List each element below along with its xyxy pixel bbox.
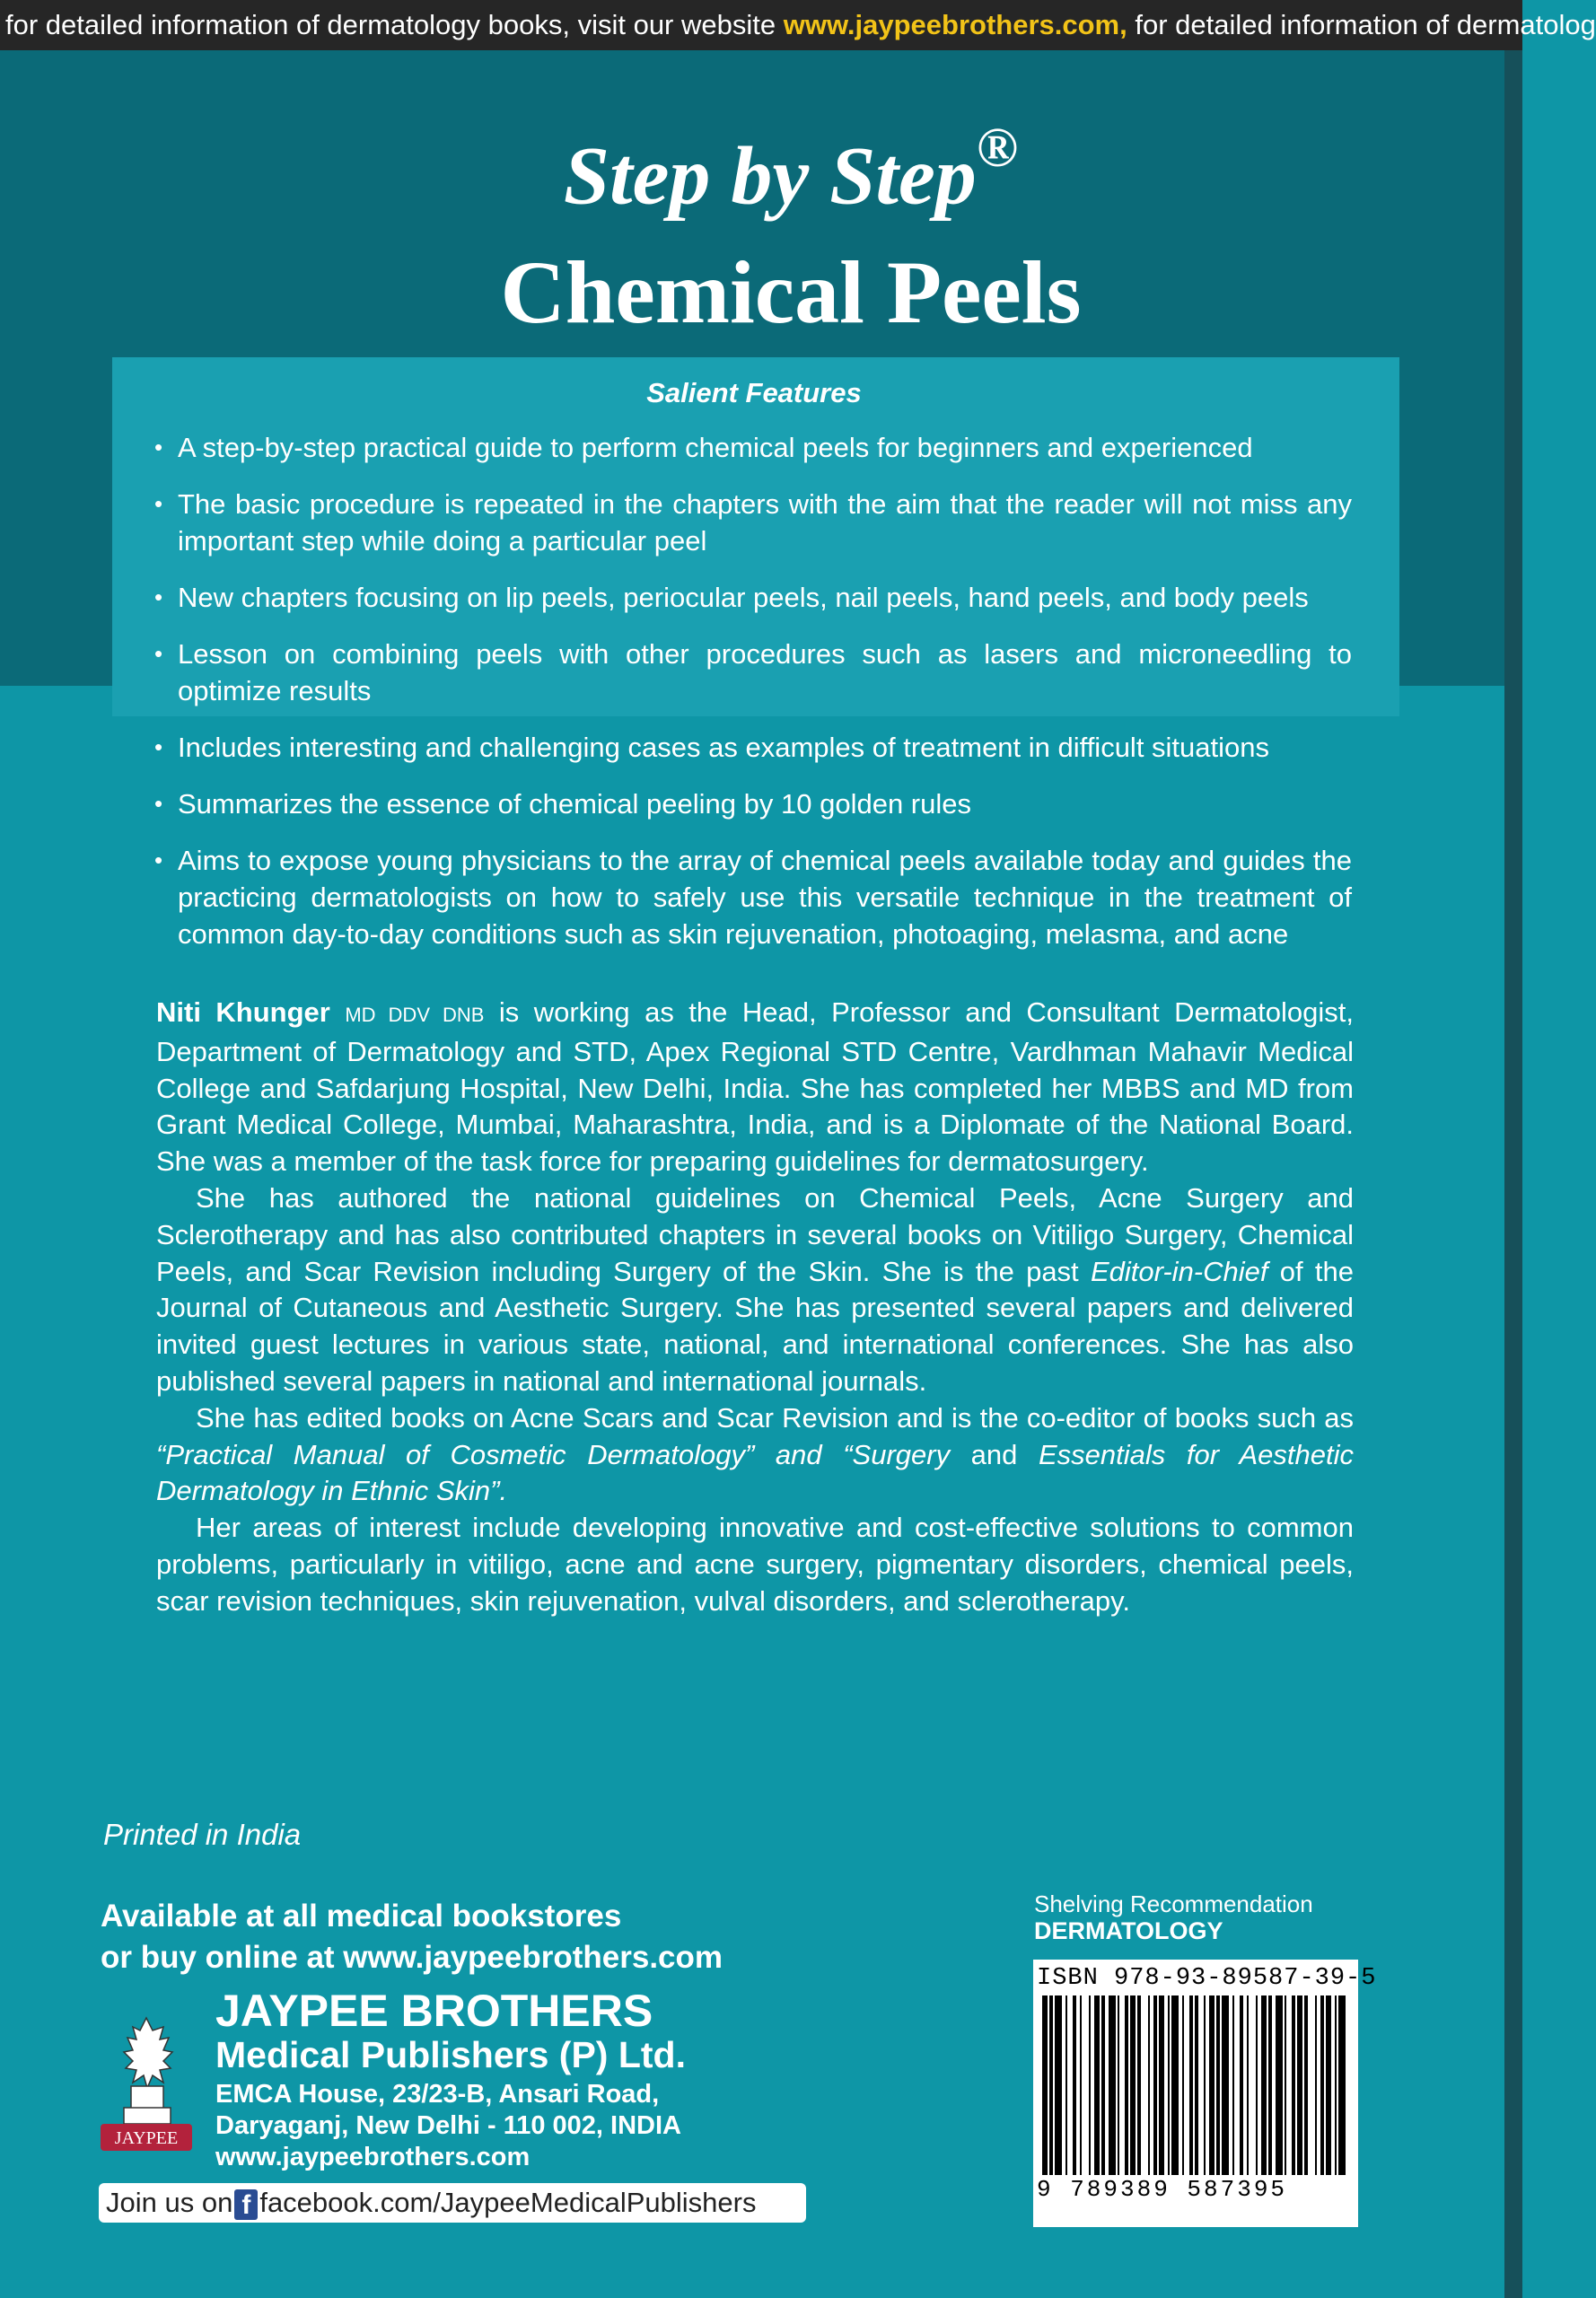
features-list: [154, 429, 1352, 972]
barcode-bar: [1276, 1995, 1283, 2175]
book-title: [0, 108, 1582, 348]
features-heading: Salient Features: [646, 377, 862, 408]
barcode-bar: [1195, 1995, 1198, 2175]
barcode-bar: [1315, 1995, 1317, 2175]
author-degrees: MD DDV DNB: [345, 1004, 485, 1026]
barcode-bar: [1148, 1995, 1150, 2175]
promo-text-before: for detailed information of dermatology books, visit our website: [5, 9, 784, 40]
barcode-bar: [1153, 1995, 1157, 2175]
promo-banner: [0, 0, 1596, 50]
bio-paragraph-1: Niti Khunger MD DDV DNB is working as the Head, Professor and Consultant Dermatologist, Department of Dermatology and STD, Apex Regional STD Centre, Vardhman Mahavir Medical College and Safdarjung Hospital, New Delhi, India. She has completed her MBBS and MD from Grant Medical College, Mumbai, Maharashtra, India, and is a Diplomate of the National Board. She was a member of the task force for preparing guidelines for dermatosurgery.: [156, 996, 1354, 1178]
availability-note: Available at all medical bookstores or buy online at www.jaypeebrothers.com: [101, 1899, 723, 1975]
shelving-recommendation: Shelving Recommendation DERMATOLOGY: [1034, 1890, 1313, 1944]
barcode-bar: [1118, 1995, 1119, 2175]
feature-item: • New chapters focusing on lip peels, periocular peels, nail peels, hand peels, and body peels: [154, 579, 1352, 616]
barcode-bar: [1222, 1995, 1229, 2175]
isbn-number: ISBN 978-93-89587-39-5: [1037, 1965, 1377, 1992]
barcode-bar: [1182, 1995, 1184, 2175]
barcode-digits: 9 789389 587395: [1037, 2176, 1288, 2203]
barcode-bar: [1338, 1995, 1346, 2175]
barcode-bar: [1080, 1995, 1082, 2175]
isbn-barcode: [1033, 1960, 1377, 2227]
feature-item: • A step-by-step practical guide to perform chemical peels for beginners and experienced: [154, 429, 1352, 466]
registered-mark: ®: [976, 118, 1019, 179]
barcode-bar: [1304, 1995, 1308, 2175]
barcode-bar: [1159, 1995, 1164, 2175]
barcode-bar: [1055, 1995, 1062, 2175]
shelving-category: DERMATOLOGY: [1034, 1917, 1223, 1944]
barcode-bar: [1073, 1995, 1076, 2175]
publisher-address: EMCA House, 23/23-B, Ansari Road, Daryaganj, New Delhi - 110 002, INDIA www.jaypeebrothers.com: [215, 2080, 681, 2171]
barcode-bar: [1042, 1995, 1048, 2175]
publisher-website-link[interactable]: www.jaypeebrothers.com: [215, 2143, 531, 2171]
barcode-bar: [1285, 1995, 1286, 2175]
barcode-bar: [1335, 1995, 1337, 2175]
barcode-bar: [1171, 1995, 1179, 2175]
author-name: Niti Khunger: [156, 996, 330, 1028]
bio-paragraph-4: Her areas of interest include developing innovative and cost-effective solutions to common problems, particularly in vitiligo, acne and acne surgery, pigmentary disorders, chemical peels, scar revision techniques, skin rejuvenation, vulval disorders, and sclerotherapy.: [156, 1512, 1354, 1617]
promo-text-after: for detailed information of dermatolog: [1127, 9, 1596, 40]
feature-item: • Summarizes the essence of chemical peeling by 10 golden rules: [154, 785, 1352, 822]
barcode-bar: [1240, 1995, 1243, 2175]
barcode-bar: [1204, 1995, 1206, 2175]
barcode-bar: [1247, 1995, 1249, 2175]
printed-in: Printed in India: [103, 1818, 302, 1851]
barcode-bar: [1094, 1995, 1100, 2175]
title-series: Step by Step®: [563, 118, 1019, 222]
barcode-bar: [1089, 1995, 1091, 2175]
barcode-bar: [1268, 1995, 1272, 2175]
promo-url-link[interactable]: www.jaypeebrothers.com,: [783, 9, 1127, 40]
barcode-bar: [1065, 1995, 1067, 2175]
publisher-name: JAYPEE BROTHERS: [215, 1986, 653, 2036]
barcode-bar: [1168, 1995, 1170, 2175]
facebook-url[interactable]: facebook.com/JaypeeMedicalPublishers: [259, 2187, 757, 2218]
barcode-bar: [1326, 1995, 1331, 2175]
bio-paragraph-2: She has authored the national guidelines on Chemical Peels, Acne Surgery and Sclerotherapy and has also contributed chapters in several books on Vitiligo Surgery, Chemical Peels, and Scar Revision including Surgery of the Skin. She is the past Editor-in-Chief of the Journal of Cutaneous and Aesthetic Surgery. She has presented several papers and delivered invited guest lectures in various state, national, and international conferences. She has also published several papers in national and international journals.: [156, 1181, 1354, 1397]
barcode-bar: [1320, 1995, 1324, 2175]
barcode-bar: [1232, 1995, 1234, 2175]
feature-item: • Includes interesting and challenging cases as examples of treatment in difficult situations: [154, 729, 1352, 766]
barcode-bar: [1109, 1995, 1116, 2175]
social-link[interactable]: Join us on f facebook.com/JaypeeMedicalPublishers: [99, 2183, 806, 2223]
barcode-bar: [1216, 1995, 1220, 2175]
barcode-bar: [1292, 1995, 1295, 2175]
barcode-bar: [1049, 1995, 1053, 2175]
author-bio: [156, 995, 1354, 1620]
barcode-bar: [1101, 1995, 1105, 2175]
barcode-bar: [1209, 1995, 1215, 2175]
feature-item: • The basic procedure is repeated in the chapters with the aim that the reader will not miss any important step while doing a particular peel: [154, 486, 1352, 559]
title-main: Chemical Peels: [500, 241, 1082, 342]
barcode-bar: [1130, 1995, 1136, 2175]
barcode-bar: [1189, 1995, 1193, 2175]
barcode-bar: [1261, 1995, 1267, 2175]
publisher-logo: [97, 2011, 196, 2163]
feature-item: • Aims to expose young physicians to the array of chemical peels available today and guides the practicing dermatologists on how to safely use this versatile technique in the treatment of common day-to-day conditions such as skin rejuvenation, photoaging, melasma, and acne: [154, 842, 1352, 952]
bio-paragraph-3: She has edited books on Acne Scars and Scar Revision and is the co-editor of books such as “Practical Manual of Cosmetic Dermatology” and “Surgery and Essentials for Aesthetic Dermatology in Ethnic Skin”.: [156, 1401, 1354, 1507]
publisher-subtitle: Medical Publishers (P) Ltd.: [215, 2034, 686, 2075]
barcode-bar: [1125, 1995, 1128, 2175]
logo-text: JAYPEE: [114, 2128, 179, 2148]
barcode-bar: [1256, 1995, 1258, 2175]
facebook-icon: f: [234, 2189, 258, 2220]
barcode-bar: [1137, 1995, 1141, 2175]
feature-item: • Lesson on combining peels with other procedures such as lasers and microneedling to optimize results: [154, 636, 1352, 709]
barcode-bars: [1037, 1995, 1355, 2175]
barcode-bar: [1297, 1995, 1302, 2175]
